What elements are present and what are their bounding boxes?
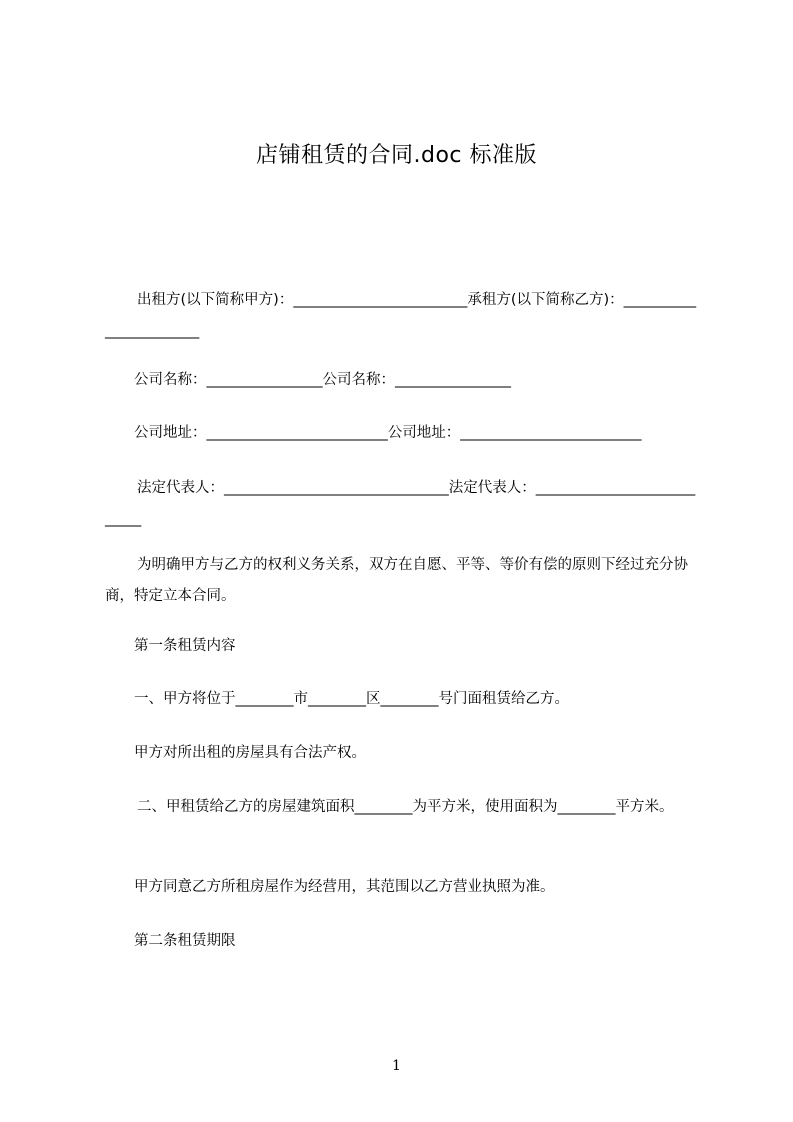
company-address-paragraph: 公司地址：_________________________公司地址：_________________________ [134,425,642,441]
document-title: 店铺租赁的合同.doc 标准版 [255,143,537,168]
item-1-paragraph: 一、甲方将位于________市________区________号门面租赁给乙方。 [134,691,569,707]
article-2-heading: 第二条租赁期限 [134,933,236,949]
legal-representative-paragraph: 法定代表人：_______________________________法定代表人：___________________________ [105,480,696,527]
article-1-heading: 第一条租赁内容 [134,638,236,654]
ownership-paragraph: 甲方对所出租的房屋具有合法产权。 [134,745,366,761]
preamble-paragraph: 为明确甲方与乙方的权利义务关系，双方在自愿、平等、等价有偿的原则下经过充分协商，特定立本合同。 [105,557,688,604]
parties-paragraph: 出租方(以下简称甲方)：________________________承租方(以下简称乙方)：_______________________ [105,292,697,339]
page-number: 1 [392,1058,401,1074]
item-2-paragraph: 二、甲租赁给乙方的房屋建筑面积________为平方米，使用面积为________平方米。 [137,799,674,815]
usage-paragraph: 甲方同意乙方所租房屋作为经营用，其范围以乙方营业执照为准。 [134,879,555,895]
company-name-paragraph: 公司名称：________________公司名称：________________ [134,372,511,388]
